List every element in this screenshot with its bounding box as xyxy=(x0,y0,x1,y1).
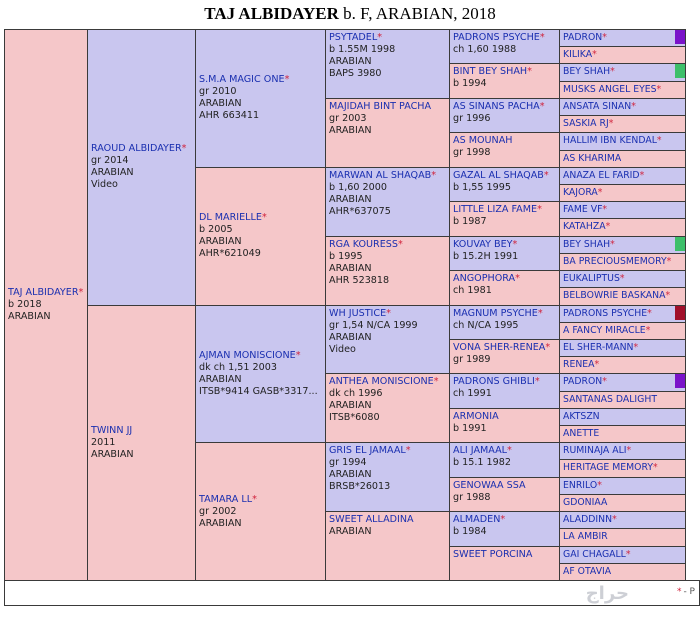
horse-cell-gen5[interactable] xyxy=(449,373,561,408)
horse-detail-line: gr 1,54 N/CA 1999 xyxy=(329,319,418,331)
horse-detail-line: gr 1998 xyxy=(453,147,491,159)
horse-cell-gen6[interactable] xyxy=(559,98,686,116)
color-marker xyxy=(675,374,685,388)
horse-detail-line: ITSB*9414 GASB*3317... xyxy=(199,385,318,397)
horse-detail-line: ARABIAN xyxy=(329,56,372,67)
horse-name-link[interactable]: GAZAL AL SHAQAB* xyxy=(453,169,549,181)
horse-cell-gen3[interactable] xyxy=(195,29,327,168)
horse-name-link[interactable]: BINT BEY SHAH* xyxy=(453,66,532,78)
horse-name-link[interactable]: LITTLE LIZA FAME* xyxy=(453,204,542,216)
horse-cell-gen5[interactable] xyxy=(449,236,561,271)
horse-detail-line: ARABIAN xyxy=(91,167,134,179)
horse-cell-gen6[interactable] xyxy=(559,356,686,374)
title-details: b. F, ARABIAN, 2018 xyxy=(343,4,496,23)
registry-star: * xyxy=(602,32,607,43)
registry-star: * xyxy=(545,341,551,353)
horse-cell-gen6[interactable] xyxy=(559,494,686,512)
horse-detail-line: gr 1989 xyxy=(453,353,491,365)
horse-cell-gen6[interactable] xyxy=(559,459,686,477)
horse-cell-gen6[interactable] xyxy=(559,167,686,185)
horse-cell-gen4[interactable] xyxy=(325,305,451,375)
horse-name-link[interactable]: WH JUSTICE* xyxy=(329,307,391,319)
horse-detail-line: b 1984 xyxy=(453,526,487,538)
registry-star: * xyxy=(619,273,625,285)
horse-cell-gen5[interactable] xyxy=(449,546,561,581)
horse-name-link[interactable]: ANAZA EL FARID* xyxy=(563,169,645,181)
registry-star: * xyxy=(653,462,658,474)
horse-cell-gen6[interactable] xyxy=(559,29,686,47)
horse-detail-line: b 1995 xyxy=(329,250,363,262)
horse-detail-line: Video xyxy=(329,343,356,355)
registry-star: * xyxy=(602,376,607,388)
horse-cell-gen5[interactable] xyxy=(449,201,561,236)
horse-name-link[interactable]: AS SINANS PACHA* xyxy=(453,100,545,112)
registry-star: * xyxy=(512,238,518,250)
registry-star: * xyxy=(594,359,600,371)
horse-detail-line: gr 2010 xyxy=(199,86,237,98)
horse-detail-line: gr 2014 xyxy=(91,155,129,167)
registry-star: * xyxy=(252,493,257,505)
horse-name-link[interactable]: ALI JAMAAL* xyxy=(453,445,512,457)
horse-name-link[interactable]: ENRILO* xyxy=(563,479,602,491)
horse-cell-gen1[interactable] xyxy=(4,29,89,581)
color-marker xyxy=(675,306,685,320)
horse-cell-gen5[interactable] xyxy=(449,339,561,374)
horse-name-link[interactable]: RGA KOURESS* xyxy=(329,238,403,250)
color-marker xyxy=(675,30,685,44)
registry-star: * xyxy=(500,514,506,526)
registry-star: * xyxy=(605,221,611,233)
horse-cell-gen5[interactable] xyxy=(449,511,561,546)
registry-star: * xyxy=(592,49,597,61)
horse-name-link[interactable]: TAJ ALBIDAYER* xyxy=(8,287,84,298)
horse-cell-gen6[interactable] xyxy=(559,253,686,271)
registry-star: * xyxy=(597,186,603,198)
horse-detail-line: AHR 663411 xyxy=(199,110,260,122)
registry-star: * xyxy=(543,169,549,181)
color-marker xyxy=(675,64,685,78)
horse-name-link[interactable]: AJMAN MONISCIONE* xyxy=(199,349,301,361)
horse-cell-gen3[interactable] xyxy=(195,167,327,306)
registry-star: * xyxy=(666,255,672,267)
registry-star: * xyxy=(431,169,437,181)
horse-detail-line: ch 1,60 1988 xyxy=(453,44,517,55)
horse-cell-gen6[interactable] xyxy=(559,528,686,546)
horse-cell-gen5[interactable] xyxy=(449,63,561,98)
horse-detail-line: b 15.1 1982 xyxy=(453,457,511,469)
horse-name-link[interactable]: SWEET ALLADINA xyxy=(329,514,414,526)
registry-star: * xyxy=(645,324,651,336)
horse-name-link[interactable]: ALMADEN* xyxy=(453,514,506,526)
horse-cell-gen3[interactable] xyxy=(195,305,327,444)
horse-cell-gen6[interactable] xyxy=(559,408,686,426)
horse-cell-gen6[interactable] xyxy=(559,563,686,581)
horse-cell-gen6[interactable] xyxy=(559,511,686,529)
horse-detail-line: b 15.2H 1991 xyxy=(453,250,519,262)
horse-detail-line: ARABIAN xyxy=(329,526,372,538)
horse-detail-line: gr 2002 xyxy=(199,505,237,517)
pedigree-footer xyxy=(4,580,700,606)
color-marker xyxy=(675,237,685,251)
horse-name-link[interactable]: KATAHZA* xyxy=(563,221,611,233)
horse-detail-line: b 1,60 2000 xyxy=(329,181,387,193)
horse-name-link[interactable]: FAME VF* xyxy=(563,204,608,216)
horse-name-link[interactable]: PADRON* xyxy=(563,376,607,388)
horse-detail-line: gr 1988 xyxy=(453,491,491,503)
title-horse-name: TAJ ALBIDAYER xyxy=(204,4,339,23)
horse-cell-gen6[interactable] xyxy=(559,270,686,288)
horse-cell-gen6[interactable] xyxy=(559,287,686,305)
horse-cell-gen6[interactable] xyxy=(559,115,686,133)
horse-detail-line: Video xyxy=(91,179,118,191)
horse-name-link[interactable]: GENOWAA SSA xyxy=(453,479,526,491)
horse-detail-line: gr 1996 xyxy=(453,112,491,124)
horse-detail-line: ARABIAN xyxy=(329,469,372,481)
horse-name-link[interactable]: PSYTADEL* xyxy=(329,32,383,43)
horse-detail-line: ch N/CA 1995 xyxy=(453,319,519,331)
horse-cell-gen2[interactable] xyxy=(87,305,197,582)
registry-star: * xyxy=(405,445,411,457)
horse-cell-gen4[interactable] xyxy=(325,511,451,581)
horse-detail-line: b 1987 xyxy=(453,216,487,228)
registry-star: * xyxy=(602,204,608,216)
horse-name-link[interactable]: LA AMBIR xyxy=(563,531,608,543)
registry-star: * xyxy=(284,74,290,86)
horse-cell-gen6[interactable] xyxy=(559,305,686,323)
horse-name-link[interactable]: GAI CHAGALL* xyxy=(563,548,631,560)
pedigree-title xyxy=(0,4,700,24)
horse-name-link[interactable]: BA PRECIOUSMEMORY* xyxy=(563,255,672,267)
registry-star: * xyxy=(181,143,187,155)
horse-name-link[interactable]: SASKIA RJ* xyxy=(563,118,614,130)
registry-star: * xyxy=(597,479,602,491)
horse-cell-gen6[interactable] xyxy=(559,425,686,443)
registry-star: * xyxy=(639,169,645,181)
horse-detail-line: dk ch 1,51 2003 xyxy=(199,361,277,373)
registry-star: * xyxy=(295,349,301,361)
horse-name-link[interactable]: DL MARIELLE* xyxy=(199,212,267,224)
horse-detail-line: ARABIAN xyxy=(91,448,134,460)
registry-star: * xyxy=(537,204,542,216)
horse-name-link[interactable]: GDONIAA xyxy=(563,496,608,508)
horse-name-link[interactable]: BELBOWRIE BASKANA* xyxy=(563,290,671,302)
horse-cell-gen5[interactable] xyxy=(449,408,561,443)
horse-detail-line: ITSB*6080 xyxy=(329,412,380,424)
horse-cell-gen6[interactable] xyxy=(559,236,686,254)
horse-cell-gen4[interactable] xyxy=(325,29,451,99)
registry-star: * xyxy=(386,307,391,319)
horse-name-link[interactable]: RENEA* xyxy=(563,359,600,371)
horse-name-link[interactable]: RAOUD ALBIDAYER* xyxy=(91,143,187,155)
horse-name-link[interactable]: EUKALIPTUS* xyxy=(563,273,625,285)
horse-cell-gen4[interactable] xyxy=(325,98,451,168)
registry-star: * xyxy=(612,514,617,526)
horse-name-link[interactable]: HERITAGE MEMORY* xyxy=(563,462,658,474)
horse-name-link[interactable]: SWEET PORCINA xyxy=(453,548,533,560)
horse-cell-gen5[interactable] xyxy=(449,132,561,167)
horse-cell-gen5[interactable] xyxy=(449,477,561,512)
horse-name-link[interactable]: PADRON* xyxy=(563,32,607,43)
horse-detail-line: 2011 xyxy=(91,436,116,448)
horse-name-link[interactable]: KAJORA* xyxy=(563,186,603,198)
horse-name-link[interactable]: AKTSZN xyxy=(563,410,600,422)
horse-name-link[interactable]: GRIS EL JAMAAL* xyxy=(329,445,411,457)
horse-detail-line: b 1,55 1995 xyxy=(453,181,511,193)
horse-cell-gen6[interactable] xyxy=(559,477,686,495)
horse-cell-gen6[interactable] xyxy=(559,218,686,236)
horse-cell-gen2[interactable] xyxy=(87,29,197,306)
horse-cell-gen4[interactable] xyxy=(325,373,451,443)
horse-name-link[interactable]: BEY SHAH* xyxy=(563,66,615,78)
horse-detail-line: ch 1991 xyxy=(453,388,492,400)
horse-detail-line: ARABIAN xyxy=(329,262,372,274)
horse-name-link[interactable]: A FANCY MIRACLE* xyxy=(563,324,651,336)
registry-star: * xyxy=(534,376,540,388)
registry-star: * xyxy=(539,100,545,112)
horse-detail-line: dk ch 1996 xyxy=(329,388,383,400)
horse-detail-line: ARABIAN xyxy=(8,311,51,322)
registry-star: * xyxy=(515,273,520,285)
registry-star: * xyxy=(537,307,543,319)
horse-name-link[interactable]: HALLIM IBN KENDAL* xyxy=(563,135,662,147)
horse-cell-gen6[interactable] xyxy=(559,339,686,357)
registry-star: * xyxy=(625,548,631,560)
horse-detail-line: ARABIAN xyxy=(199,98,242,110)
horse-name-link[interactable]: VONA SHER-RENEA* xyxy=(453,341,551,353)
footer-note: * - P xyxy=(676,587,695,597)
horse-detail-line: ARABIAN xyxy=(329,193,372,205)
registry-star: * xyxy=(626,445,632,457)
registry-star: * xyxy=(261,212,267,224)
horse-cell-gen6[interactable] xyxy=(559,322,686,340)
horse-name-link[interactable]: ANETTE xyxy=(563,428,600,440)
horse-detail-line: BAPS 3980 xyxy=(329,68,382,79)
horse-detail-line: b 1991 xyxy=(453,422,487,434)
horse-name-link[interactable]: AS KHARIMA xyxy=(563,152,622,164)
horse-detail-line: AHR*621049 xyxy=(199,248,261,260)
horse-name-link[interactable]: MUSKS ANGEL EYES* xyxy=(563,83,662,95)
horse-name-link[interactable]: MAGNUM PSYCHE* xyxy=(453,307,543,319)
horse-cell-gen4[interactable] xyxy=(325,442,451,512)
horse-name-link[interactable]: SANTANAS DALIGHT xyxy=(563,393,658,405)
horse-name-link[interactable]: ARMONIA xyxy=(453,410,499,422)
horse-name-link[interactable]: BEY SHAH* xyxy=(563,238,615,250)
horse-name-link[interactable]: PADRONS GHIBLI* xyxy=(453,376,540,388)
horse-detail-line: AHR 523818 xyxy=(329,274,390,286)
horse-name-link[interactable]: TWINN JJ xyxy=(91,424,133,436)
registry-star: * xyxy=(608,118,614,130)
registry-star: * xyxy=(78,287,84,298)
horse-detail-line: ARABIAN xyxy=(199,373,242,385)
horse-detail-line: ARABIAN xyxy=(329,124,372,136)
horse-cell-gen6[interactable] xyxy=(559,201,686,219)
horse-name-link[interactable]: AF OTAVIA xyxy=(563,565,612,577)
horse-name-link[interactable]: ALADDINN* xyxy=(563,514,617,526)
horse-name-link[interactable]: KILIKA* xyxy=(563,49,597,61)
horse-detail-line: gr 2003 xyxy=(329,112,367,124)
horse-name-link[interactable]: MAJIDAH BINT PACHA xyxy=(329,100,432,112)
registry-star: * xyxy=(610,238,615,250)
horse-cell-gen3[interactable] xyxy=(195,442,327,581)
horse-cell-gen6[interactable] xyxy=(559,63,686,81)
registry-star: * xyxy=(527,66,532,78)
registry-star: * xyxy=(633,341,639,353)
horse-name-link[interactable]: RUMINAJA ALI* xyxy=(563,445,632,457)
horse-detail-line: BRSB*26013 xyxy=(329,481,391,493)
horse-cell-gen6[interactable] xyxy=(559,391,686,409)
horse-name-link[interactable]: KOUVAY BEY* xyxy=(453,238,518,250)
registry-star: * xyxy=(631,100,636,112)
horse-detail-line: gr 1994 xyxy=(329,457,367,469)
horse-cell-gen5[interactable] xyxy=(449,305,561,340)
registry-star: * xyxy=(539,32,545,43)
horse-name-link[interactable]: PADRONS PSYCHE* xyxy=(563,307,652,319)
horse-cell-gen6[interactable] xyxy=(559,442,686,460)
horse-cell-gen6[interactable] xyxy=(559,150,686,168)
horse-name-link[interactable]: TAMARA LL* xyxy=(199,493,257,505)
horse-name-link[interactable]: ANSATA SINAN* xyxy=(563,100,636,112)
horse-detail-line: AHR*637075 xyxy=(329,205,391,217)
registry-star: * xyxy=(656,83,662,95)
horse-cell-gen6[interactable] xyxy=(559,546,686,564)
horse-name-link[interactable]: MARWAN AL SHAQAB* xyxy=(329,169,437,181)
horse-detail-line: b 1.55M 1998 xyxy=(329,44,396,55)
registry-star: * xyxy=(507,445,512,457)
horse-detail-line: b 2018 xyxy=(8,299,42,310)
horse-name-link[interactable]: ANTHEA MONISCIONE* xyxy=(329,376,439,388)
horse-name-link[interactable]: AS MOUNAH xyxy=(453,135,513,147)
registry-star: * xyxy=(433,376,439,388)
horse-detail-line: ARABIAN xyxy=(199,236,242,248)
horse-detail-line: b 2005 xyxy=(199,224,233,236)
horse-cell-gen5[interactable] xyxy=(449,98,561,133)
registry-star: * xyxy=(377,32,383,43)
horse-cell-gen6[interactable] xyxy=(559,46,686,64)
horse-detail-line: ARABIAN xyxy=(329,331,372,343)
horse-cell-gen5[interactable] xyxy=(449,270,561,305)
horse-cell-gen5[interactable] xyxy=(449,167,561,202)
horse-detail-line: b 1994 xyxy=(453,78,487,90)
horse-cell-gen6[interactable] xyxy=(559,81,686,99)
registry-star: * xyxy=(610,66,615,78)
horse-name-link[interactable]: EL SHER-MANN* xyxy=(563,341,639,353)
horse-cell-gen6[interactable] xyxy=(559,184,686,202)
horse-cell-gen5[interactable] xyxy=(449,442,561,477)
horse-cell-gen5[interactable] xyxy=(449,29,561,64)
registry-star: * xyxy=(656,135,662,147)
registry-star: * xyxy=(665,290,671,302)
registry-star: * xyxy=(647,307,652,319)
watermark: حراج xyxy=(585,583,629,604)
horse-name-link[interactable]: S.M.A MAGIC ONE* xyxy=(199,74,290,86)
horse-cell-gen4[interactable] xyxy=(325,236,451,306)
horse-detail-line: ARABIAN xyxy=(329,400,372,412)
horse-name-link[interactable]: PADRONS PSYCHE* xyxy=(453,32,545,43)
horse-cell-gen6[interactable] xyxy=(559,132,686,150)
registry-star: * xyxy=(397,238,403,250)
horse-cell-gen6[interactable] xyxy=(559,373,686,391)
horse-name-link[interactable]: ANGOPHORA* xyxy=(453,273,520,285)
horse-detail-line: ARABIAN xyxy=(199,517,242,529)
horse-cell-gen4[interactable] xyxy=(325,167,451,237)
horse-detail-line: ch 1981 xyxy=(453,285,492,297)
